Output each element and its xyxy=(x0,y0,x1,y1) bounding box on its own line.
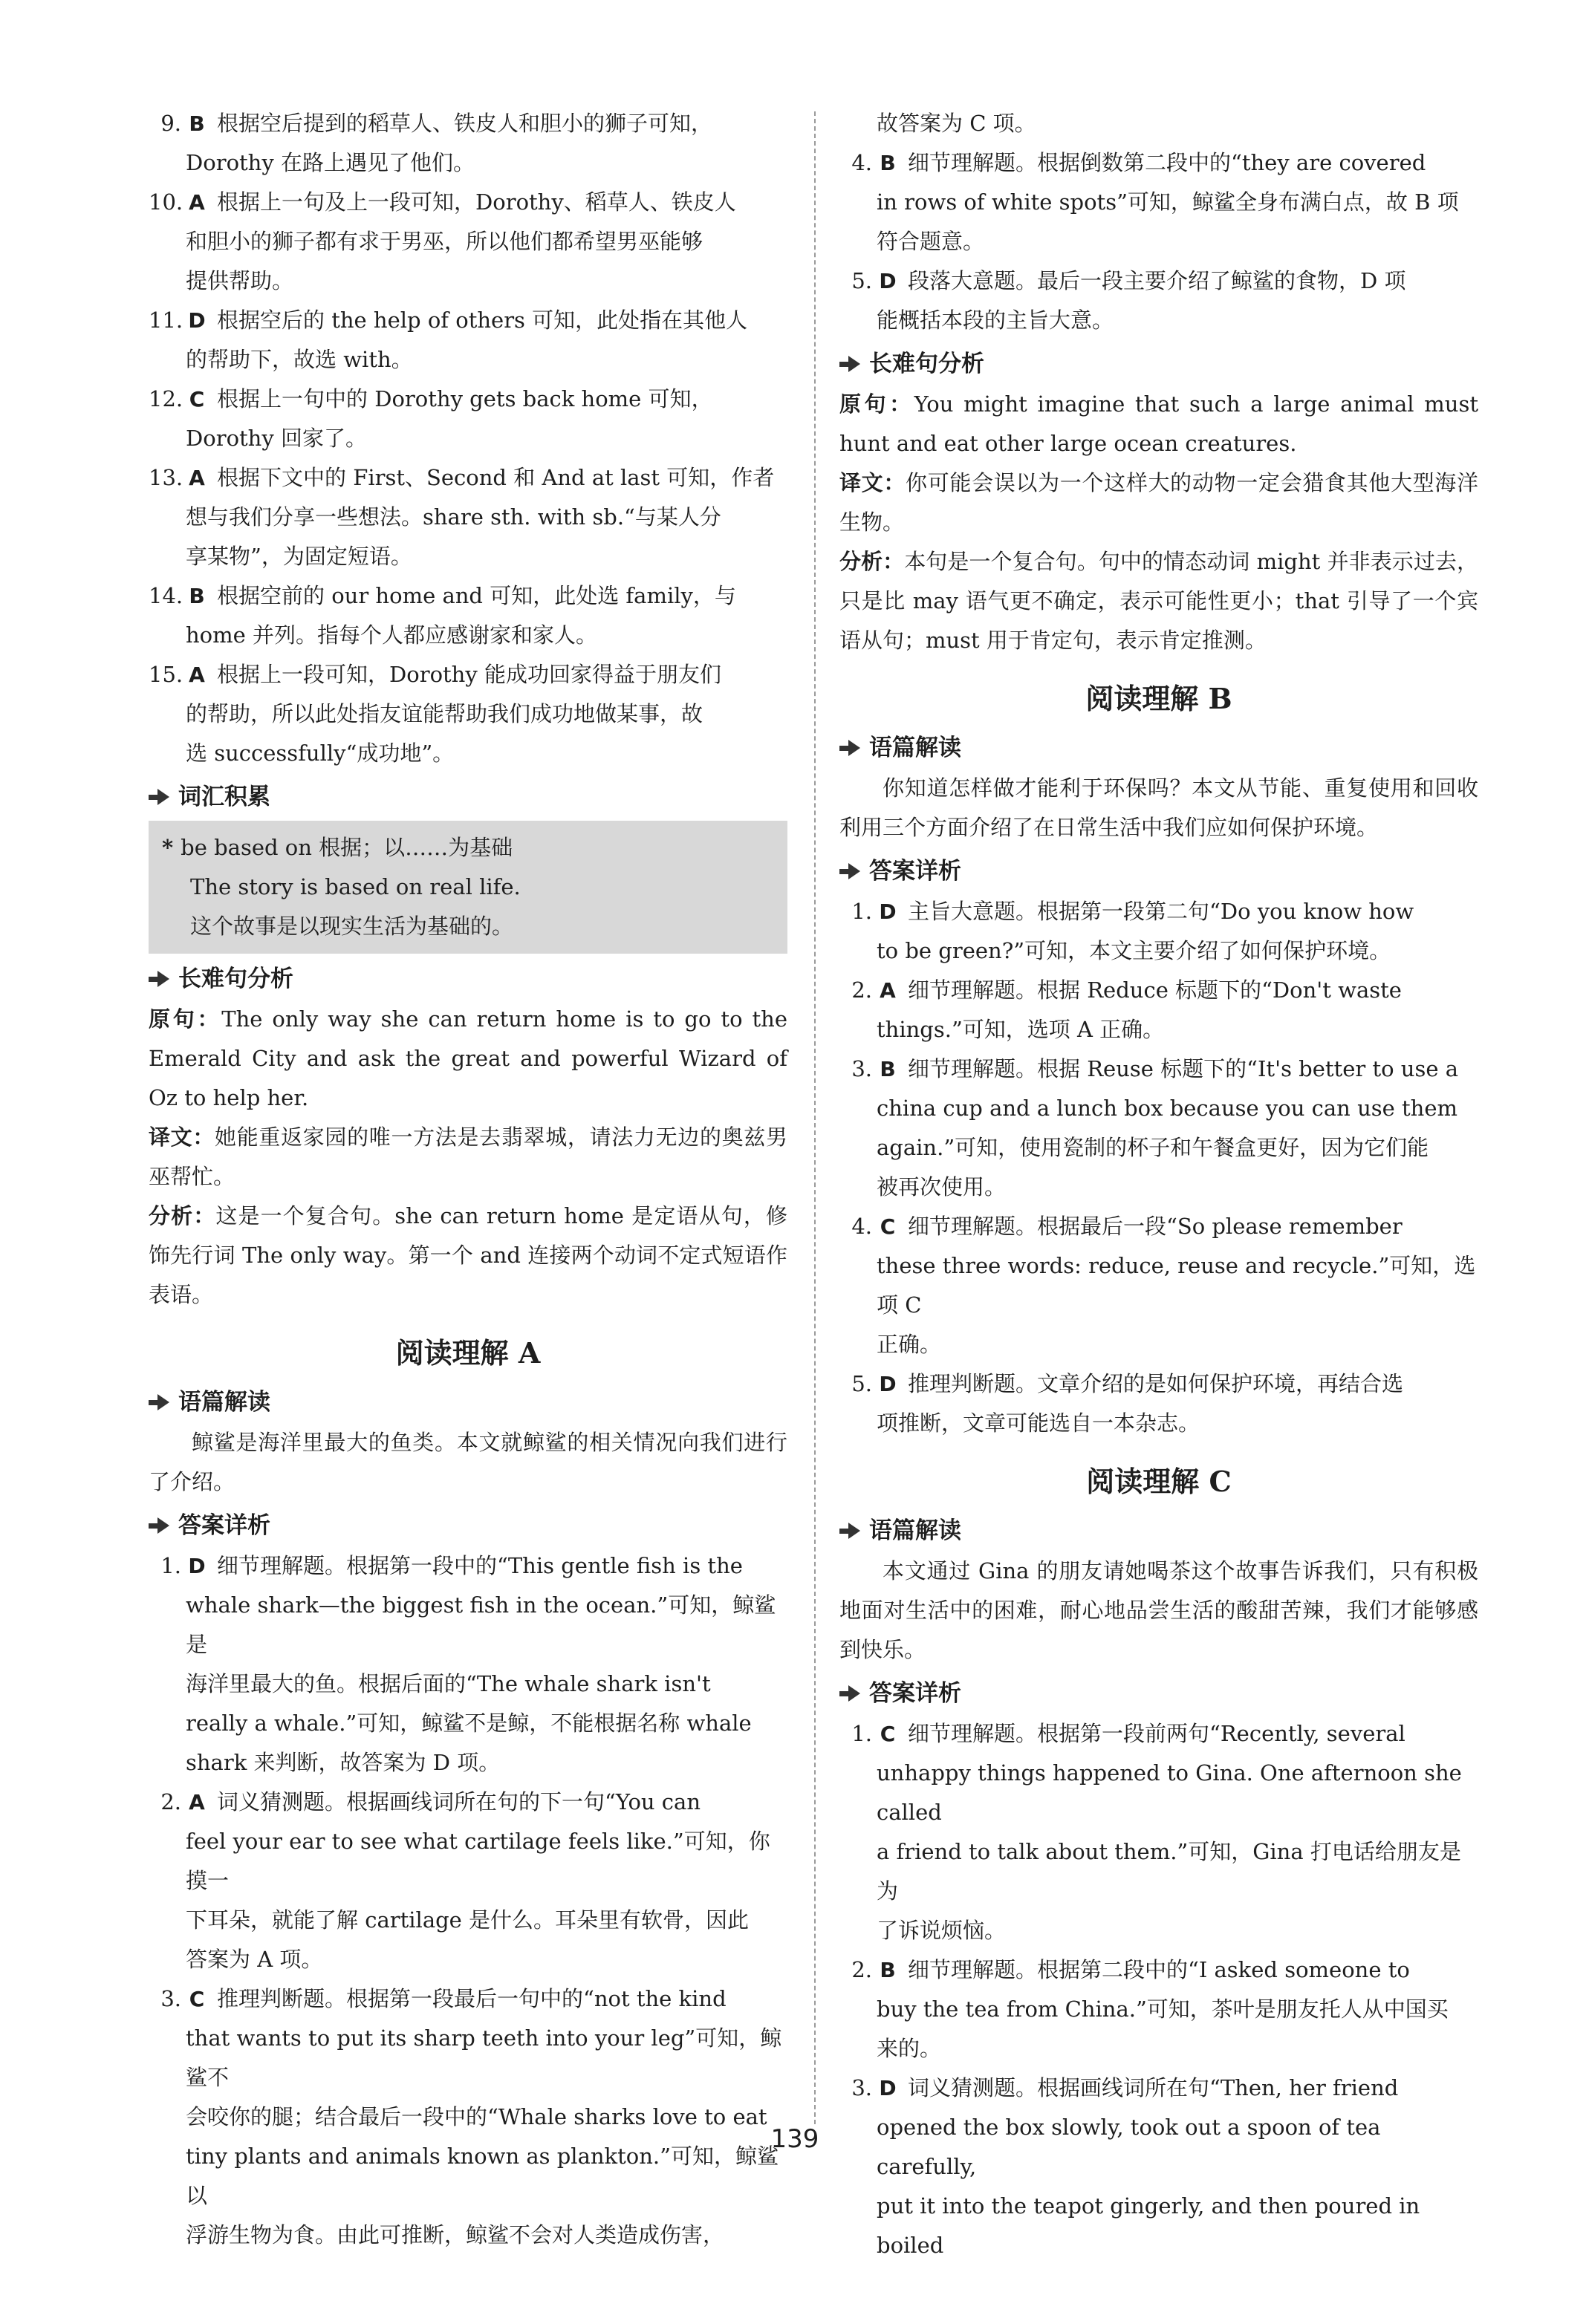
explanation-continued: a friend to talk about them.”可知，Gina 打电话给朋友是为 xyxy=(877,1839,1461,1904)
answer-letter: B xyxy=(880,1958,896,1982)
item-number: 14. xyxy=(149,583,183,608)
explanation-continued: china cup and a lunch box because you can use them xyxy=(877,1096,1457,1121)
section-head-discourse: 语篇解读 xyxy=(839,1511,1478,1550)
item-number: 5. xyxy=(851,268,872,293)
explanation-continued: 享某物”，为固定短语。 xyxy=(186,544,412,569)
answer-item xyxy=(149,655,787,694)
answer-letter: D xyxy=(879,269,897,293)
explanation-text: 根据空前的 our home and 可知，此处选 family，与 xyxy=(217,583,736,608)
arrow-marker-icon xyxy=(149,1517,171,1534)
explanation-continued: 的帮助，所以此处指友谊能帮助我们成功地做某事，故 xyxy=(186,701,703,726)
answer-letter: A xyxy=(189,190,205,215)
item-number: 9. xyxy=(160,111,181,136)
answer-letter: C xyxy=(880,1722,896,1746)
arrow-marker-icon xyxy=(839,1523,862,1539)
explanation-text: 推理判断题。根据第一段最后一句中的“not the kind xyxy=(217,1986,727,2011)
continued-line: 故答案为 C 项。 xyxy=(877,111,1036,136)
explanation-text: 根据下文中的 First、Second 和 And at last 可知，作者 xyxy=(217,465,775,490)
section-title-reading-c: 阅读理解 C xyxy=(1086,1465,1232,1498)
item-number: 1. xyxy=(160,1553,181,1578)
explanation-continued: unhappy things happened to Gina. One afternoon she called xyxy=(877,1760,1462,1825)
item-number: 3. xyxy=(851,2075,872,2100)
explanation-continued: buy the tea from China.”可知，茶叶是朋友托人从中国买 xyxy=(877,1996,1449,2022)
answer-letter: B xyxy=(880,1057,896,1081)
item-number: 2. xyxy=(160,1789,181,1814)
analysis: 分析：这是一个复合句。she can return home 是定语从句，修饰先行词 The only way。第一个 and 连接两个动词不定式短语作表语。 xyxy=(149,1203,787,1307)
item-number: 5. xyxy=(851,1371,872,1396)
section-head-answers: 答案详析 xyxy=(839,852,1478,891)
answer-item xyxy=(839,1207,1478,1246)
answer-item xyxy=(149,1783,787,1822)
explanation-text: 根据空后的 the help of others 可知，此处指在其他人 xyxy=(217,307,748,333)
explanation-continued: whale shark—the biggest fish in the ocean.”可知，鲸鲨是 xyxy=(186,1592,776,1657)
item-number: 4. xyxy=(851,1214,872,1239)
vocab-example-en: The story is based on real life. xyxy=(190,874,521,899)
explanation-text: 根据上一句中的 Dorothy gets back home 可知， xyxy=(217,386,713,411)
explanation-continued: 和胆小的狮子都有求于男巫，所以他们都希望男巫能够 xyxy=(186,229,703,254)
explanation-continued: shark 来判断，故答案为 D 项。 xyxy=(186,1750,501,1775)
explanation-continued: in rows of white spots”可知，鲸鲨全身布满白点，故 B 项 xyxy=(877,189,1459,215)
item-number: 12. xyxy=(149,386,183,411)
item-number: 4. xyxy=(851,150,872,175)
explanation-continued: home 并列。指每个人都应感谢家和家人。 xyxy=(186,622,598,648)
answer-item xyxy=(839,2069,1478,2108)
section-title-reading-b: 阅读理解 B xyxy=(1085,682,1232,715)
explanation-continued: 想与我们分享一些想法。share sth. with sb.“与某人分 xyxy=(186,504,721,530)
explanation-continued: 浮游生物为食。由此可推断，鲸鲨不会对人类造成伤害， xyxy=(186,2222,725,2247)
explanation-continued: really a whale.”可知，鲸鲨不是鲸，不能根据名称 whale xyxy=(186,1711,752,1736)
answer-letter: C xyxy=(189,387,205,411)
arrow-marker-icon xyxy=(839,1685,862,1702)
explanation-continued: tiny plants and animals known as plankton.”可知，鲸鲨以 xyxy=(186,2144,779,2208)
answer-item xyxy=(149,576,787,616)
answer-letter: D xyxy=(879,899,897,924)
original-sentence: 原句：The only way she can return home is to go to the Emerald City and ask the great and powerful Wizard of Oz to help her. xyxy=(149,1006,787,1110)
explanation-continued: things.”可知，选项 A 正确。 xyxy=(877,1017,1165,1042)
explanation-continued: 被再次使用。 xyxy=(877,1174,1007,1200)
vocab-box xyxy=(149,821,787,954)
item-number: 11. xyxy=(149,307,183,333)
asterisk-icon: * xyxy=(162,835,174,860)
answer-item xyxy=(149,104,787,143)
arrow-marker-icon xyxy=(149,1394,171,1410)
explanation-continued: Dorothy 回家了。 xyxy=(186,426,367,451)
explanation-text: 词义猜测题。根据画线词所在句的下一句“You can xyxy=(217,1789,701,1814)
answer-item xyxy=(839,1950,1478,1990)
section-head-answers: 答案详析 xyxy=(839,1674,1478,1713)
explanation-continued: 下耳朵，就能了解 cartilage 是什么。耳朵里有软骨，因此 xyxy=(186,1907,750,1933)
answer-letter: D xyxy=(188,308,206,333)
explanation-continued: put it into the teapot gingerly, and then poured in boiled xyxy=(877,2193,1420,2258)
answer-letter: C xyxy=(189,1987,205,2011)
explanation-text: 词义猜测题。根据画线词所在句“Then, her friend xyxy=(908,2075,1399,2100)
answer-letter: B xyxy=(189,584,205,608)
explanation-continued: 正确。 xyxy=(877,1332,942,1357)
column-divider xyxy=(814,111,816,2124)
explanation-continued: 项推断，文章可能选自一本杂志。 xyxy=(877,1410,1200,1436)
explanation-continued: that wants to put its sharp teeth into your leg”可知，鲸鲨不 xyxy=(186,2025,782,2090)
section-head-vocab: 词汇积累 xyxy=(149,778,787,816)
item-number: 3. xyxy=(851,1056,872,1081)
explanation-text: 根据上一段可知，Dorothy 能成功回家得益于朋友们 xyxy=(217,662,721,687)
answer-list-reading-a-continued xyxy=(839,143,1478,340)
discourse-summary-c: 本文通过 Gina 的朋友请她喝茶这个故事告诉我们，只有积极地面对生活中的困难，耐心地品尝生活的酸甜苦辣，我们才能够感到快乐。 xyxy=(839,1558,1478,1662)
explanation-continued: to be green?”可知，本文主要介绍了如何保护环境。 xyxy=(877,938,1391,963)
answer-item xyxy=(149,380,787,419)
explanation-continued: 会咬你的腿；结合最后一段中的“Whale sharks love to eat xyxy=(186,2104,767,2129)
answer-letter: D xyxy=(879,1372,897,1396)
arrow-marker-icon xyxy=(149,971,171,987)
section-head-sentence: 长难句分析 xyxy=(149,960,787,998)
item-number: 15. xyxy=(149,662,183,687)
item-number: 2. xyxy=(851,977,872,1003)
page-number: 139 xyxy=(770,2124,819,2154)
answer-item xyxy=(839,143,1478,183)
arrow-marker-icon xyxy=(839,740,862,756)
explanation-text: 细节理解题。根据第二段中的“I asked someone to xyxy=(908,1957,1410,1982)
original-sentence: 原句：You might imagine that such a large animal must hunt and eat other large ocean creatures. xyxy=(839,391,1478,456)
item-number: 3. xyxy=(160,1986,181,2011)
answer-list-reading-b xyxy=(839,892,1478,1443)
section-head-answers: 答案详析 xyxy=(149,1506,787,1545)
explanation-continued: feel your ear to see what cartilage feels like.”可知，你摸一 xyxy=(186,1829,770,1893)
discourse-summary-b: 你知道怎样做才能利于环保吗？本文从节能、重复使用和回收利用三个方面介绍了在日常生活中我们应如何保护环境。 xyxy=(839,775,1478,840)
section-head-sentence: 长难句分析 xyxy=(839,345,1478,383)
arrow-marker-icon xyxy=(839,356,862,372)
explanation-continued: 答案为 A 项。 xyxy=(186,1947,323,1972)
answer-item xyxy=(149,1546,787,1586)
explanation-continued: 能概括本段的主旨大意。 xyxy=(877,307,1114,333)
explanation-continued: 选 successfully“成功地”。 xyxy=(186,741,455,766)
section-head-discourse: 语篇解读 xyxy=(839,729,1478,767)
answer-list-cloze xyxy=(149,104,787,773)
arrow-marker-icon xyxy=(149,789,171,805)
section-title-reading-a: 阅读理解 A xyxy=(395,1336,541,1370)
explanation-continued: opened the box slowly, took out a spoon of tea carefully, xyxy=(877,2115,1381,2179)
section-head-discourse: 语篇解读 xyxy=(149,1383,787,1422)
explanation-text: 主旨大意题。根据第一段第二句“Do you know how xyxy=(908,899,1414,924)
item-number: 1. xyxy=(851,899,872,924)
analysis: 分析：本句是一个复合句。句中的情态动词 might 并非表示过去，只是比 may 语气更不确定，表示可能性更小；that 引导了一个宾语从句；must 用于肯定句，表示肯定推测。 xyxy=(839,549,1478,653)
answer-letter: B xyxy=(189,111,205,136)
explanation-text: 细节理解题。根据 Reduce 标题下的“Don't waste xyxy=(908,977,1402,1003)
answer-letter: A xyxy=(189,663,205,687)
item-number: 10. xyxy=(149,189,183,215)
answer-letter: A xyxy=(189,1790,205,1814)
explanation-text: 段落大意题。最后一段主要介绍了鲸鲨的食物，D 项 xyxy=(908,268,1406,293)
vocab-phrase: be based on 根据；以……为基础 xyxy=(181,835,513,860)
explanation-text: 根据上一句及上一段可知，Dorothy、稻草人、铁皮人 xyxy=(217,189,736,215)
explanation-continued: these three words: reduce, reuse and recycle.”可知，选项 C xyxy=(877,1253,1476,1318)
explanation-continued: 提供帮助。 xyxy=(186,268,294,293)
explanation-text: 细节理解题。根据 Reuse 标题下的“It's better to use a xyxy=(908,1056,1459,1081)
translation: 译文：她能重返家园的唯一方法是去翡翠城，请法力无边的奥兹男巫帮忙。 xyxy=(149,1124,787,1189)
explanation-text: 细节理解题。根据第一段前两句“Recently, several xyxy=(908,1721,1405,1746)
explanation-continued: 符合题意。 xyxy=(877,229,985,254)
answer-item xyxy=(839,1364,1478,1404)
explanation-text: 细节理解题。根据倒数第二段中的“they are covered xyxy=(908,150,1426,175)
explanation-text: 细节理解题。根据最后一段“So please remember xyxy=(908,1214,1403,1239)
answer-item xyxy=(839,892,1478,931)
answer-item xyxy=(149,458,787,498)
answer-item xyxy=(149,183,787,222)
explanation-text: 细节理解题。根据第一段中的“This gentle fish is the xyxy=(217,1553,743,1578)
explanation-continued: 了诉说烦恼。 xyxy=(877,1918,1007,1943)
arrow-marker-icon xyxy=(839,863,862,879)
item-number: 1. xyxy=(851,1721,872,1746)
explanation-continued: again.”可知，使用瓷制的杯子和午餐盒更好，因为它们能 xyxy=(877,1135,1429,1160)
explanation-text: 根据空后提到的稻草人、铁皮人和胆小的狮子可知， xyxy=(217,111,713,136)
answer-letter: D xyxy=(188,1554,206,1578)
item-number: 13. xyxy=(149,465,183,490)
vocab-example-cn: 这个故事是以现实生活为基础的。 xyxy=(190,914,514,939)
answer-item xyxy=(839,1714,1478,1754)
explanation-continued: Dorothy 在路上遇见了他们。 xyxy=(186,150,475,175)
answer-item xyxy=(839,971,1478,1010)
answer-letter: D xyxy=(879,2076,897,2100)
answer-list-reading-c xyxy=(839,1714,1478,2265)
answer-list-reading-a xyxy=(149,1546,787,2255)
answer-letter: B xyxy=(880,151,896,175)
answer-item xyxy=(839,261,1478,301)
answer-item xyxy=(149,301,787,340)
explanation-text: 推理判断题。文章介绍的是如何保护环境，再结合选 xyxy=(908,1371,1404,1396)
explanation-continued: 的帮助下，故选 with。 xyxy=(186,347,413,372)
translation: 译文：你可能会误以为一个这样大的动物一定会猎食其他大型海洋生物。 xyxy=(839,470,1478,535)
explanation-continued: 海洋里最大的鱼。根据后面的“The whale shark isn't xyxy=(186,1671,711,1696)
item-number: 2. xyxy=(851,1957,872,1982)
answer-letter: C xyxy=(880,1214,896,1239)
answer-letter: A xyxy=(880,978,896,1003)
discourse-summary-a: 鲸鲨是海洋里最大的鱼类。本文就鲸鲨的相关情况向我们进行了介绍。 xyxy=(149,1430,787,1494)
answer-item xyxy=(149,1979,787,2019)
answer-letter: A xyxy=(189,466,205,490)
left-column xyxy=(149,104,787,2255)
right-column xyxy=(839,104,1478,2265)
explanation-continued: 来的。 xyxy=(877,2036,942,2061)
answer-item xyxy=(839,1049,1478,1089)
